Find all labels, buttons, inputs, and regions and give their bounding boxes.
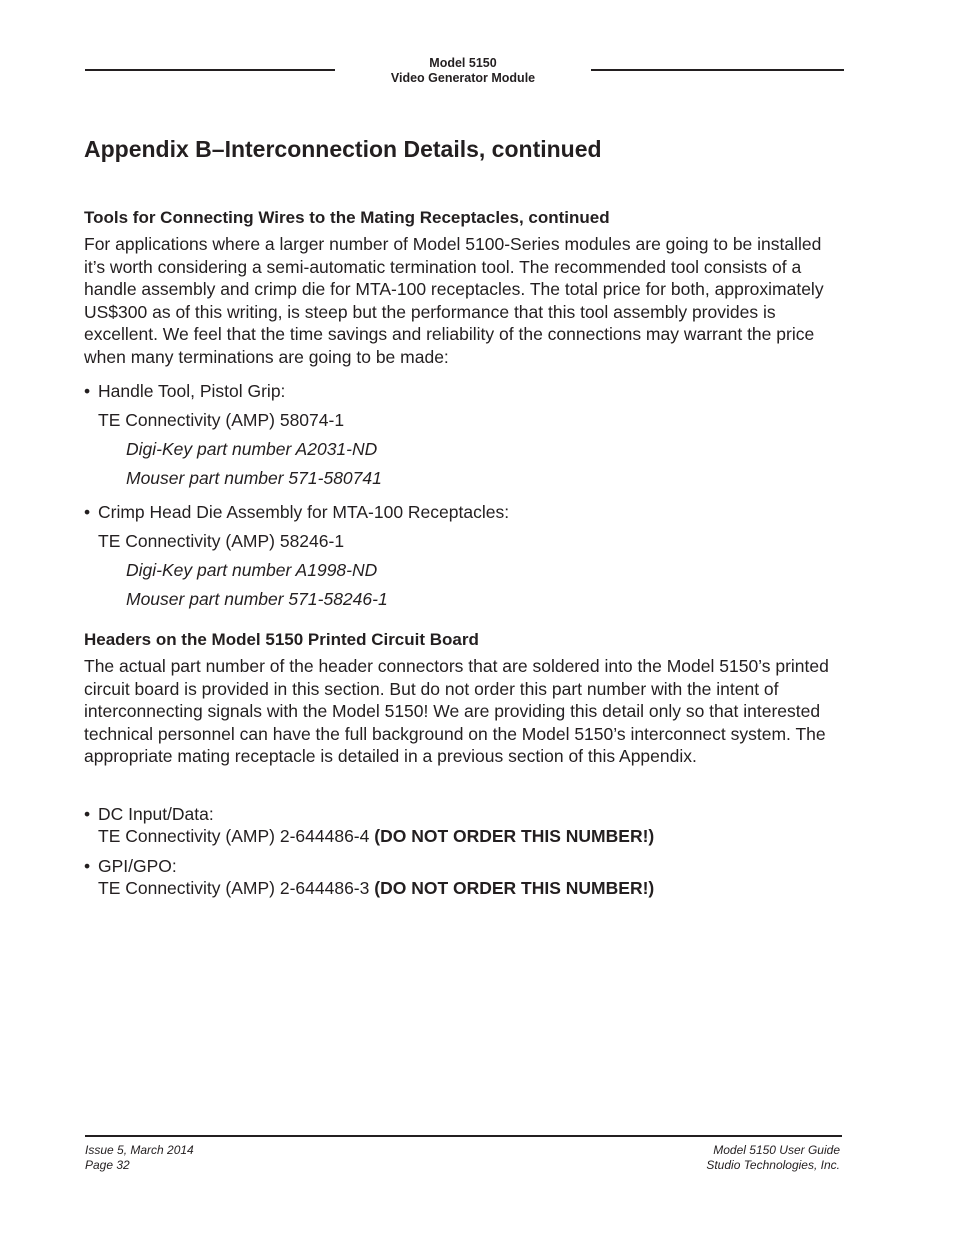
header-model: Model 5150 (429, 56, 497, 70)
item-mouser: Mouser part number 571-580741 (126, 468, 382, 488)
item-warning: (DO NOT ORDER THIS NUMBER!) (374, 826, 655, 846)
bullet-icon: • (84, 856, 91, 876)
item-name: DC Input/Data: (98, 804, 214, 824)
item-part: TE Connectivity (AMP) 2-644486-3 (98, 878, 370, 898)
tools-section (84, 207, 844, 368)
bullet-icon: • (84, 502, 91, 522)
running-header (0, 56, 926, 86)
list-item (84, 501, 844, 523)
headers-list (84, 803, 844, 899)
headers-paragraph: The actual part number of the header connectors that are soldered into the Model 5150’s printed circuit board is provided in this section. But do not order this part number with the intent of interconnecting signals with the Model 5150! We are providing this detail only so that interested technical personnel can have the full background on the Model 5150’s interconnect system. The appropriate mating receptacle is detailed in a previous section of this Appendix. (84, 656, 829, 766)
item-manufacturer (84, 877, 844, 899)
footer-left (85, 1143, 194, 1173)
footer-rule (85, 1135, 842, 1137)
tools-paragraph: For applications where a larger number of Model 5100-Series modules are going to be installed it’s worth considering a semi-automatic termination tool. The recommended tool consists of a handle assembly and crimp die for MTA-100 receptacles. The total price for both, approximately US$300 as of this writing, is steep but the performance that this tool assembly provides is excellent. We feel that the time savings and reliability of the connections may warrant the price when many terminations are going to be made: (84, 234, 824, 367)
headers-section (84, 629, 844, 768)
bullet-icon: • (84, 804, 91, 824)
header-product: Video Generator Module (390, 71, 536, 85)
item-mouser: Mouser part number 571-58246-1 (126, 589, 388, 609)
tools-heading: Tools for Connecting Wires to the Mating Receptacles, continued (84, 208, 610, 227)
item-name: Crimp Head Die Assembly for MTA-100 Receptacles: (98, 502, 510, 522)
item-manufacturer (84, 825, 844, 847)
footer-guide: Model 5150 User Guide (713, 1143, 840, 1157)
footer-right (706, 1143, 840, 1173)
page-title: Appendix B–Interconnection Details, continued (84, 136, 602, 162)
bullet-icon: • (84, 381, 91, 401)
footer-page-number: Page 32 (85, 1158, 130, 1172)
item-warning: (DO NOT ORDER THIS NUMBER!) (374, 878, 655, 898)
item-name: GPI/GPO: (98, 856, 177, 876)
list-item (84, 855, 844, 877)
headers-heading: Headers on the Model 5150 Printed Circuit Board (84, 630, 479, 649)
list-item (84, 803, 844, 825)
footer-issue: Issue 5, March 2014 (85, 1143, 194, 1157)
item-part: TE Connectivity (AMP) 2-644486-4 (98, 826, 370, 846)
tools-list (84, 380, 844, 610)
item-digikey: Digi-Key part number A2031-ND (126, 439, 378, 459)
item-digikey: Digi-Key part number A1998-ND (126, 560, 378, 580)
item-manufacturer: TE Connectivity (AMP) 58246-1 (98, 531, 345, 551)
item-name: Handle Tool, Pistol Grip: (98, 381, 286, 401)
footer-company: Studio Technologies, Inc. (706, 1158, 840, 1172)
item-manufacturer: TE Connectivity (AMP) 58074-1 (98, 410, 345, 430)
list-item (84, 380, 844, 402)
